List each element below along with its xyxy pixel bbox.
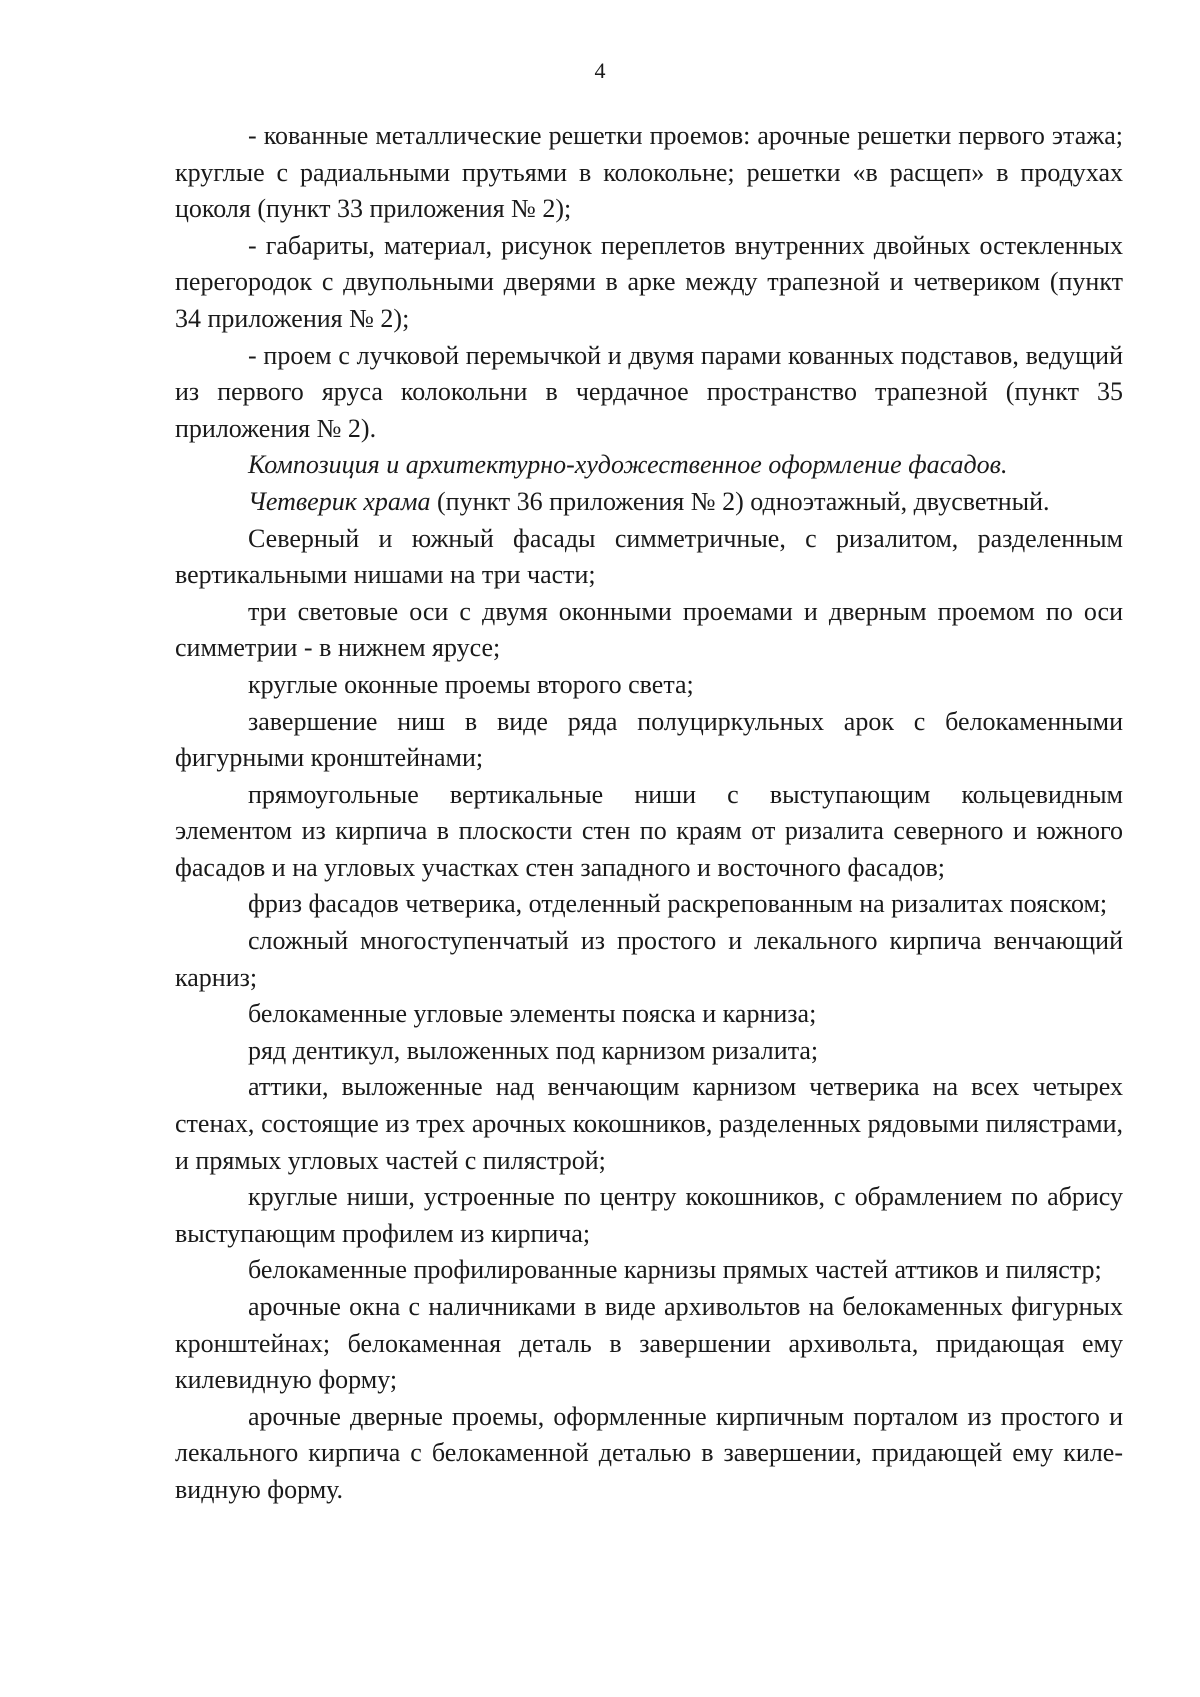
paragraph-arched-doors: арочные дверные проемы, оформленные кирпичным порталом из простого и лекального кирпича с белокаменной деталью в завершении, придающей ему киле-видную форму. — [175, 1401, 1123, 1504]
paragraph-denticles: ряд дентикул, выложенных под карнизом ризалита; — [248, 1035, 819, 1065]
paragraph-forged-grilles: - кованные металлические решетки проемов: арочные решетки первого этажа; круглые с радиальными прутьями в колокольне; решетки «в расщеп» в продухах цоколя (пункт 33 приложения № 2); — [175, 121, 1123, 224]
paragraph-glazed-partitions: - габариты, материал, рисунок переплетов внутренних двойных остекленных перегородок с двупольными дверями в арке между трапезной и четвериком (пункт 34 приложения № 2); — [175, 230, 1123, 333]
paragraph-frieze: фриз фасадов четверика, отделенный раскрепованным на ризалитах пояском; — [248, 889, 1108, 919]
section-heading-facades: Композиция и архитектурно-художественное оформление фасадов. — [248, 450, 1008, 480]
paragraph-light-axes: три световые оси с двумя оконными проемами и дверным проемом по оси симметрии - в нижнем ярусе; — [175, 596, 1123, 663]
paragraph-cornice: сложный многоступенчатый из простого и лекального кирпича венчающий карниз; — [175, 926, 1123, 992]
paragraph-round-windows: круглые оконные проемы второго света; — [248, 669, 694, 699]
paragraph-vertical-niches: прямоугольные вертикальные ниши с выступающим кольцевидным элементом из кирпича в плоскости стен по краям от ризалита северного и южного фасадов и на угловых участках стен западного и восточного фасадов; — [175, 779, 1123, 882]
paragraph-niche-arches: завершение ниш в виде ряда полуциркульных арок с белокаменными фигурными кронштейнами; — [175, 706, 1123, 773]
page-number: 4 — [594, 58, 606, 83]
chetverik-term: Четверик храма — [248, 486, 431, 516]
paragraph-attics: аттики, выложенные над венчающим карнизом четверика на всех четырех стенах, состоящие из трех арочных кокошников, разделенных рядовыми пилястрами, и прямых угловых частей с пилястрой; — [175, 1072, 1123, 1175]
paragraph-chetverik — [175, 484, 1123, 521]
paragraph-round-niches: круглые ниши, устроенные по центру кокошников, с обрамлением по абрису выступающим профилем из кирпича; — [175, 1182, 1123, 1248]
document-body — [175, 118, 1123, 1509]
paragraph-arched-opening: - проем с лучковой перемычкой и двумя парами кованных подставов, ведущий из первого яруса колокольни в чердачное пространство трапезной (пункт 35 приложения № 2). — [175, 340, 1123, 443]
chetverik-description: (пункт 36 приложения № 2) одноэтажный, двусветный. — [430, 486, 1050, 516]
paragraph-north-south-facades: Северный и южный фасады симметричные, с ризалитом, разделенным вертикальными нишами на три части; — [175, 523, 1123, 590]
paragraph-corner-elements: белокаменные угловые элементы пояска и карниза; — [248, 999, 817, 1029]
paragraph-arched-windows: арочные окна с наличниками в виде архивольтов на белокаменных фигурных кронштейнах; белокаменная деталь в завершении архивольта, придающая ему килевидную форму; — [175, 1292, 1123, 1395]
paragraph-profiled-cornices: белокаменные профилированные карнизы прямых частей аттиков и пилястр; — [248, 1255, 1102, 1285]
